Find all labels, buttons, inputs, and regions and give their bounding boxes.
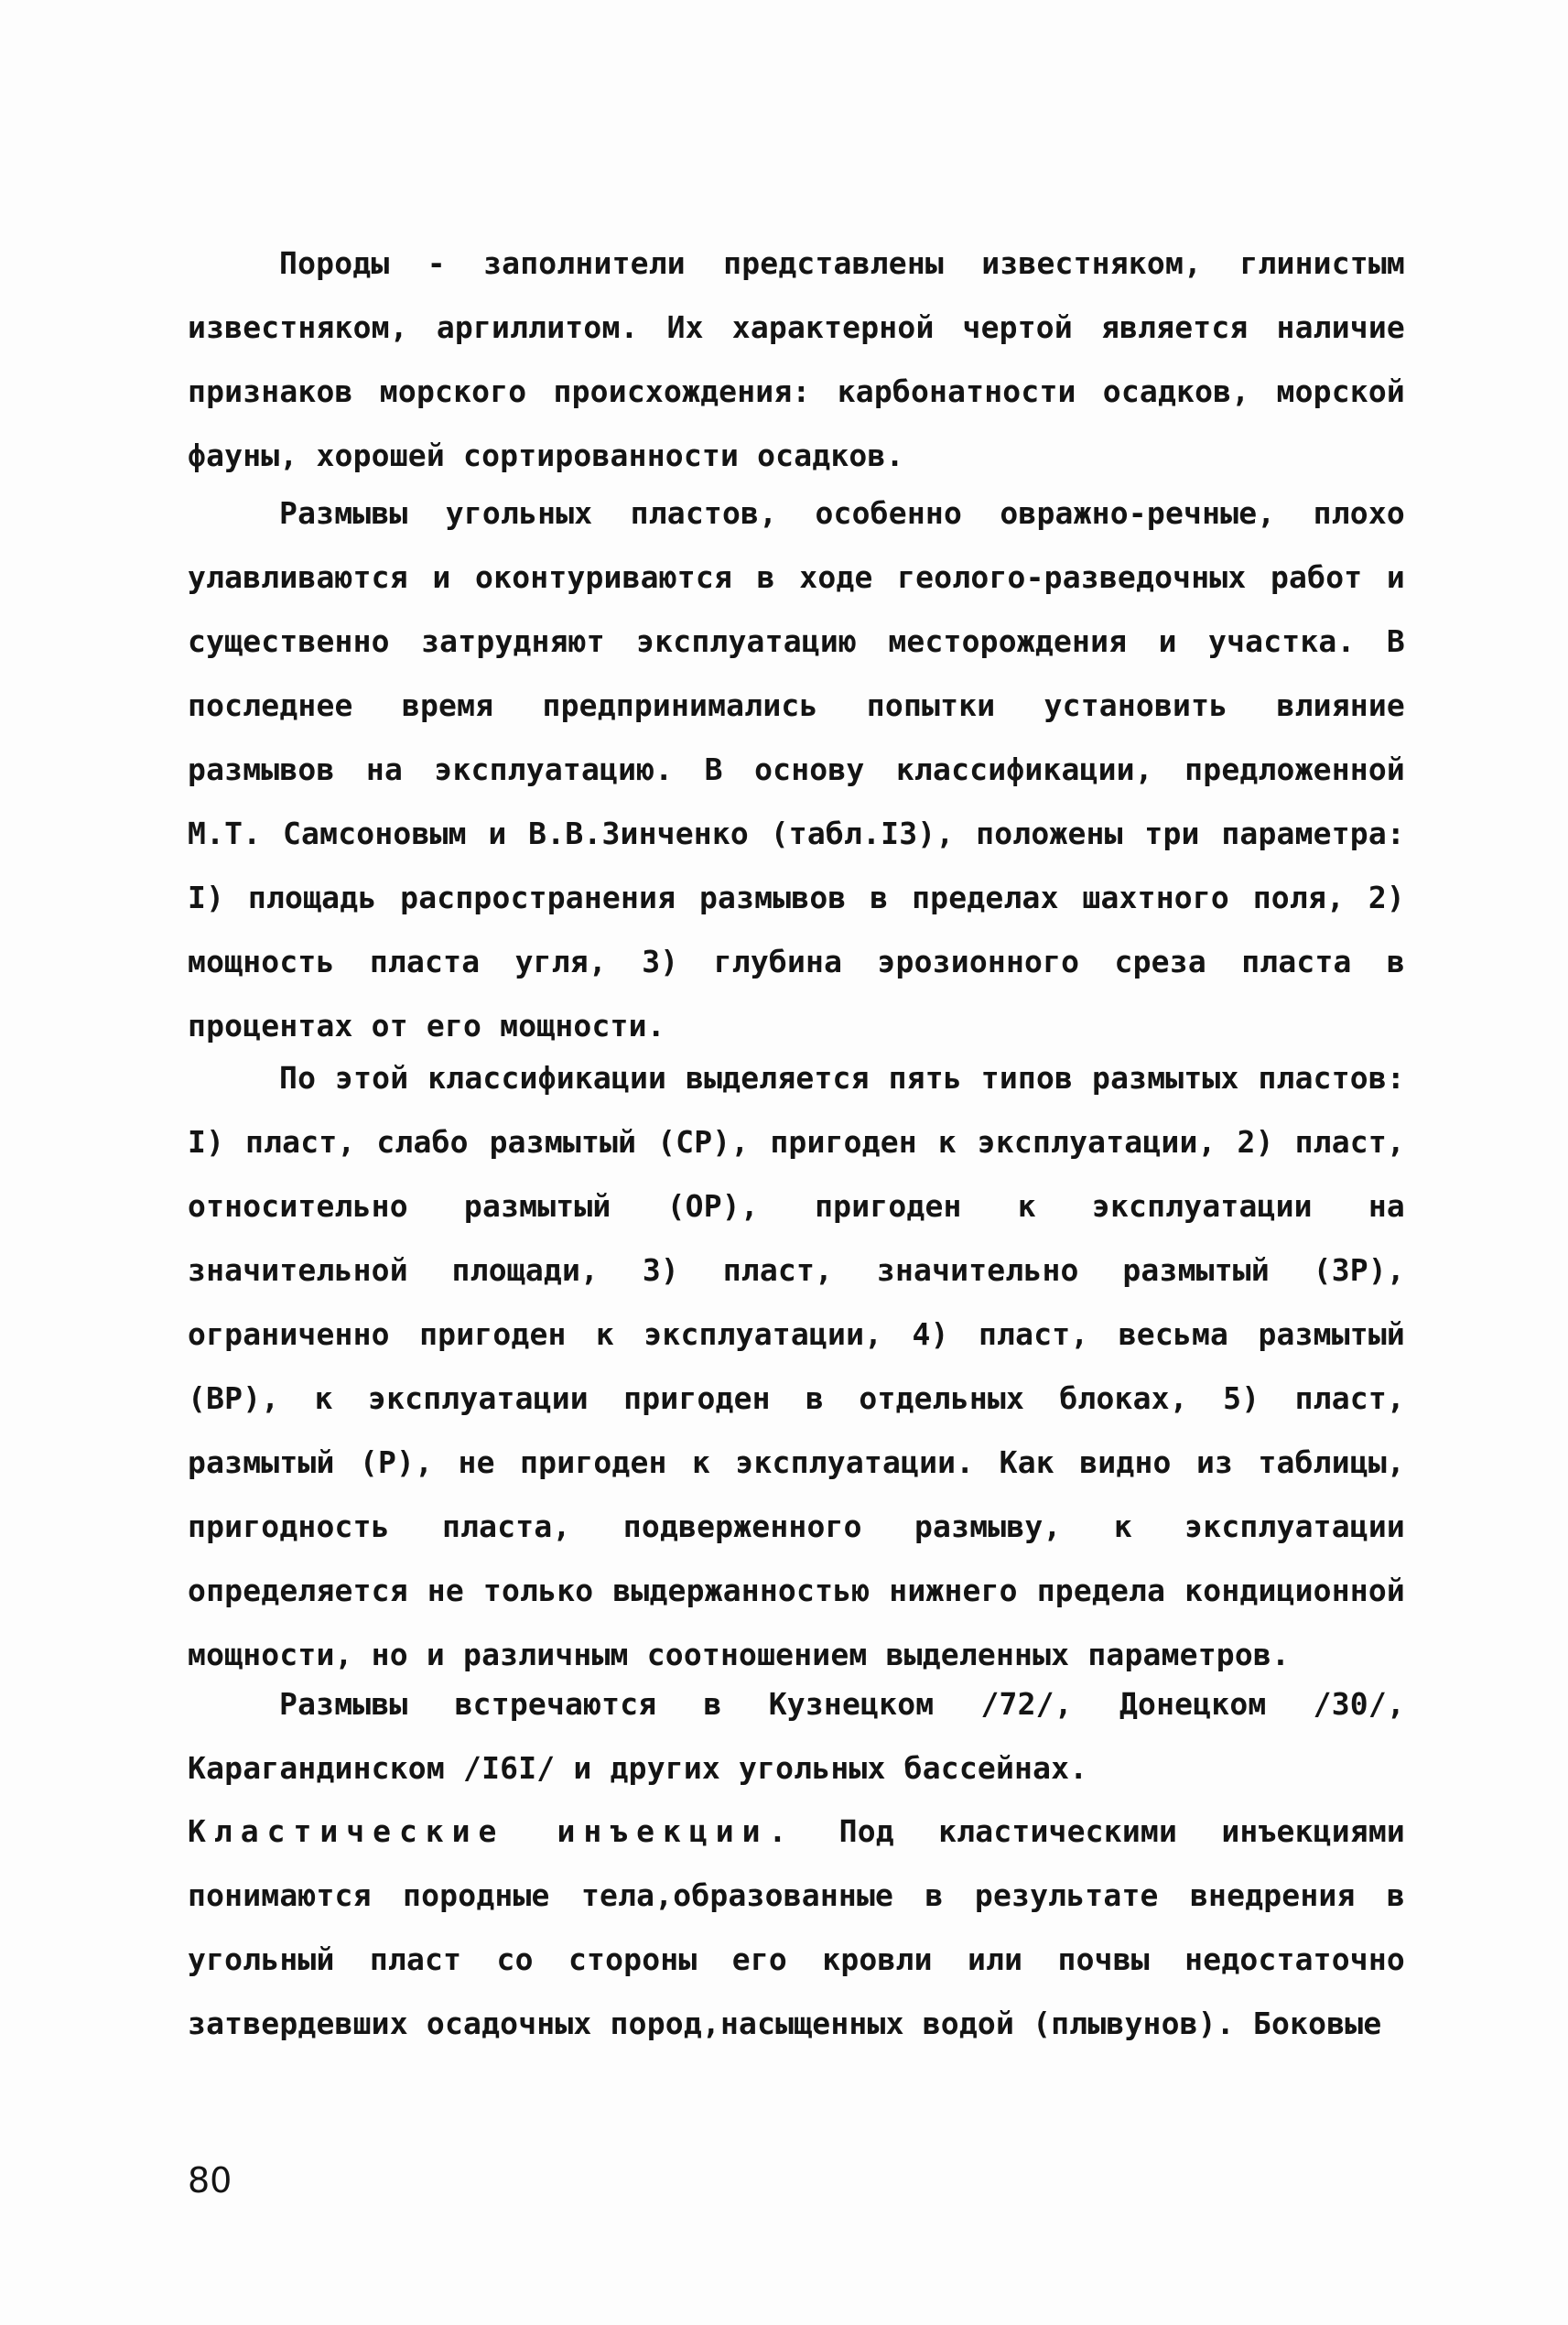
paragraph-3: По этой классификации выделяется пять типов размытых пластов: I) пласт, слабо размытый (СР), пригоден к эксплуатации, 2) пласт, относительно размытый (ОР), пригоден к эксплуатации на значительной площади, 3) пласт, значительно размытый (ЗР), ограниченно пригоден к эксплуатации, 4) пласт, весьма размытый (ВР), к эксплуатации пригоден в отдельных блоках, 5) пласт, размытый (Р), не пригоден к эксплуатации. Как видно из таблицы, пригодность пласта, подверженного размыву, к эксплуатации определяется не только выдержанностью нижнего предела кондиционной мощности, но и различным соотношением выделенных параметров. — [188, 1060, 1405, 1672]
page-number: 80 — [188, 2160, 232, 2201]
section-heading: Кластические инъекции. — [188, 1813, 795, 1849]
paragraph-5 — [188, 1800, 1405, 2056]
section-heading-text: Под кластическими инъекциями понимаются породные тела,образованные в результате внедрения в угольный пласт со стороны его кровли или почвы недостаточно затвердевших осадочных пород,насыщенных водой (плывунов). Боковые — [188, 1813, 1405, 2041]
paragraph-2: Размывы угольных пластов, особенно овражно-речные, плохо улавливаются и оконтуриваются в ходе геолого-разведочных работ и существенно затрудняют эксплуатацию месторождения и участка. В последнее время предпринимались попытки установить влияние размывов на эксплуатацию. В основу классификации, предложенной М.Т. Самсоновым и В.В.Зинченко (табл.I3), положены три параметра: I) площадь распространения размывов в пределах шахтного поля, 2) мощность пласта угля, 3) глубина эрозионного среза пласта в процентах от его мощности. — [188, 495, 1405, 1044]
paragraph-4: Размывы встречаются в Кузнецком /72/, Донецком /30/, Карагандинском /I6I/ и других угольных бассейнах. — [188, 1686, 1405, 1786]
paragraph-1: Породы - заполнители представлены известняком, глинистым известняком, аргиллитом. Их характерной чертой является наличие признаков морского происхождения: карбонатности осадков, морской фауны, хорошей сортированности осадков. — [188, 245, 1405, 473]
